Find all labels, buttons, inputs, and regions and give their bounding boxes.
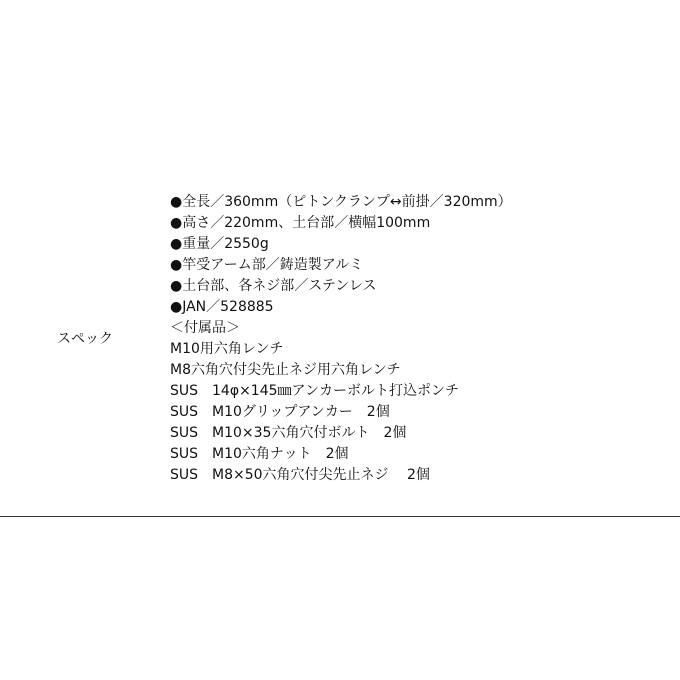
spec-line: ●全長／360mm（ピトンクランプ↔前掛／320mm） [170, 194, 512, 210]
spec-line: ＜付属品＞ [170, 320, 240, 336]
spec-line: SUS M10六角ナット 2個 [170, 446, 349, 462]
spec-line: SUS M10×35六角穴付ボルト 2個 [170, 425, 407, 441]
spec-line: M8六角穴付尖先止ネジ用六角レンチ [170, 362, 401, 378]
spec-line: ●JAN／528885 [170, 299, 274, 315]
spec-line: ●竿受アーム部／鋳造製アルミ [170, 257, 364, 273]
spec-list [170, 192, 512, 486]
divider [0, 516, 680, 517]
spec-line: SUS M10グリップアンカー 2個 [170, 404, 390, 420]
spec-line: ●高さ／220mm、土台部／横幅100mm [170, 215, 431, 231]
spec-label: スペック [57, 331, 113, 347]
spec-line: SUS M8×50六角穴付尖先止ネジ 2個 [170, 467, 430, 483]
spec-line: ●重量／2550g [170, 236, 269, 252]
spec-line: ●土台部、各ネジ部／ステンレス [170, 278, 377, 294]
spec-line: SUS 14φ×145㎜アンカーボルト打込ポンチ [170, 383, 459, 399]
spec-line: M10用六角レンチ [170, 341, 284, 357]
